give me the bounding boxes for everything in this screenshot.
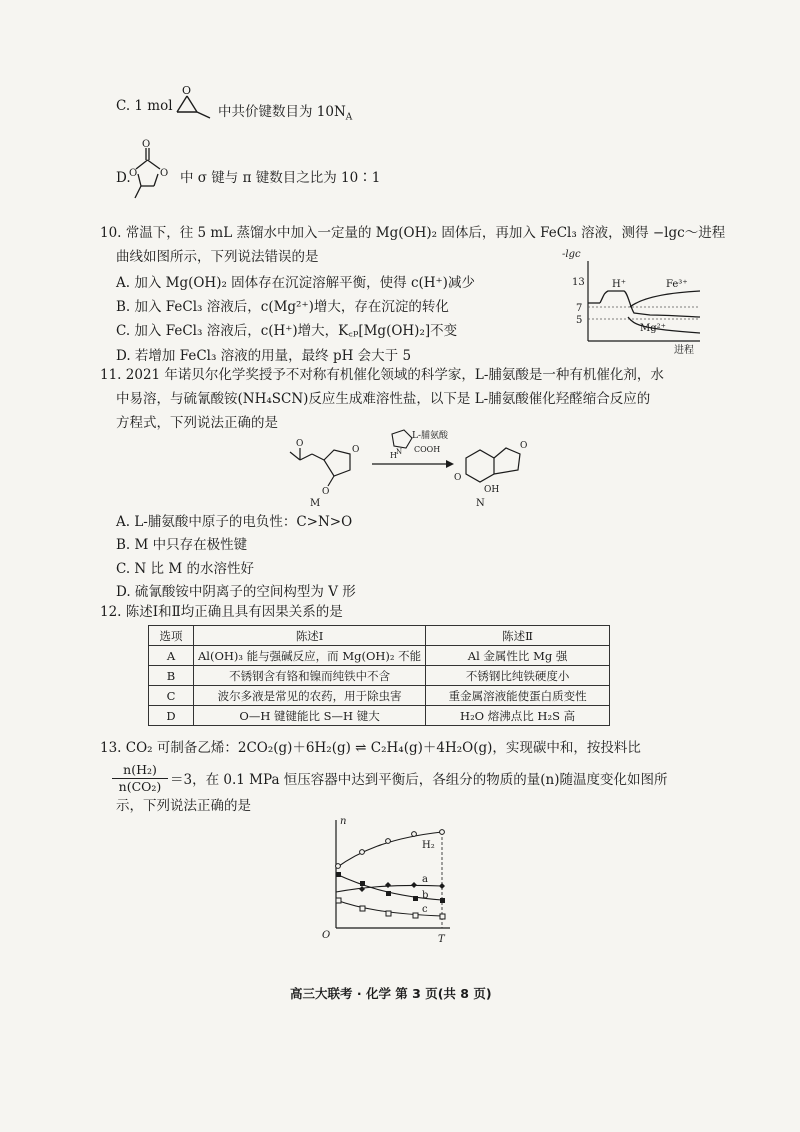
table-row — [149, 666, 610, 686]
q13-frac-den: n(CO₂) — [118, 779, 162, 794]
table-header-row — [149, 626, 610, 646]
table-row — [149, 706, 610, 726]
svg-text:O: O — [296, 439, 304, 449]
q12-stem: 12. 陈述Ⅰ和Ⅱ均正确且具有因果关系的是 — [100, 604, 343, 620]
q13-stem-3: 示，下列说法正确的是 — [116, 798, 251, 814]
table-header-cell: 陈述Ⅰ — [194, 626, 426, 646]
table-cell: 重金属溶液能使蛋白质变性 — [426, 686, 610, 706]
q11-label-n: N — [476, 498, 485, 509]
svg-text:O: O — [352, 445, 360, 455]
q13-frac-num: n(H₂) — [112, 762, 168, 779]
q10-tick-5: 5 — [576, 315, 583, 326]
q9-option-d-text: 中 σ 键与 π 键数目之比为 10∶1 — [180, 170, 381, 186]
q10-x-label: 进程 — [674, 345, 694, 356]
q9-option-c-prefix: C. 1 mol — [116, 98, 173, 114]
table-cell: C — [149, 686, 194, 706]
q11-cooh: COOH — [414, 445, 441, 454]
q12-table — [148, 625, 610, 726]
q9-option-c-text — [218, 102, 352, 128]
table-cell: H₂O 熔沸点比 H₂S 高 — [426, 706, 610, 726]
q11-stem-2: 中易溶，与硫氰酸铵(NH₄SCN)反应生成难溶性盐，以下是 L-脯氨酸催化羟醛缩合反应的 — [116, 391, 651, 407]
svg-text:OH: OH — [484, 485, 500, 495]
q10-stem-2: 曲线如图所示，下列说法错误的是 — [116, 249, 319, 265]
svg-text:O: O — [160, 168, 169, 179]
table-cell: 不锈钢含有铬和镍而纯铁中不含 — [194, 666, 426, 686]
q10-option-b: B. 加入 FeCl₃ 溶液后，c(Mg²⁺)增大，存在沉淀的转化 — [116, 299, 449, 315]
table-cell: 波尔多液是常见的农药，用于除虫害 — [194, 686, 426, 706]
q10-graph — [562, 245, 708, 357]
q11-catalyst-name: L-脯氨酸 — [412, 431, 449, 441]
q13-label-a: a — [422, 874, 428, 885]
table-cell: D — [149, 706, 194, 726]
q10-stem-1: 10. 常温下，往 5 mL 蒸馏水中加入一定量的 Mg(OH)₂ 固体后，再加入 FeCl₃ 溶液，测得 −lgc～进程 — [100, 225, 726, 241]
cyclic-carbonate-structure — [128, 138, 180, 200]
svg-text:O: O — [520, 441, 528, 451]
table-row — [149, 686, 610, 706]
table-cell: 不锈钢比纯铁硬度小 — [426, 666, 610, 686]
q10-label-mg: Mg²⁺ — [640, 323, 666, 334]
q10-label-h: H⁺ — [612, 279, 626, 290]
q13-x-label: T — [438, 934, 445, 945]
svg-text:O: O — [454, 473, 462, 483]
svg-text:O: O — [322, 487, 330, 497]
svg-text:H: H — [390, 451, 397, 460]
table-header-cell: 陈述Ⅱ — [426, 626, 610, 646]
q13-stem-2: ＝3，在 0.1 MPa 恒压容器中达到平衡后，各组分的物质的量(n)随温度变化如图所 — [170, 772, 668, 788]
q11-label-m: M — [310, 498, 321, 509]
q13-origin: O — [322, 930, 331, 941]
table-header-cell: 选项 — [149, 626, 194, 646]
q10-label-fe: Fe³⁺ — [666, 279, 688, 290]
q13-label-c: c — [422, 904, 428, 915]
table-cell: Al(OH)₃ 能与强碱反应，而 Mg(OH)₂ 不能 — [194, 646, 426, 666]
q11-option-b: B. M 中只存在极性键 — [116, 537, 248, 553]
q9-option-c-after: 中共价键数目为 10N — [218, 104, 346, 120]
table-cell: O—H 键键能比 S—H 键大 — [194, 706, 426, 726]
table-cell: B — [149, 666, 194, 686]
q11-option-d: D. 硫氰酸铵中阴离子的空间构型为 V 形 — [116, 584, 356, 600]
q11-reaction-scheme — [280, 428, 540, 508]
svg-text:O: O — [142, 139, 151, 150]
q10-option-d: D. 若增加 FeCl₃ 溶液的用量，最终 pH 会大于 5 — [116, 348, 412, 364]
q10-option-a: A. 加入 Mg(OH)₂ 固体存在沉淀溶解平衡，使得 c(H⁺)减少 — [116, 275, 475, 291]
page-footer: 高三大联考 · 化学 第 3 页(共 8 页) — [290, 986, 492, 1001]
q13-stem-1: 13. CO₂ 可制备乙烯：2CO₂(g)＋6H₂(g) ⇌ C₂H₄(g)＋4H₂O(g)，实现碳中和，按投料比 — [100, 740, 641, 756]
q13-y-label: n — [340, 816, 347, 827]
svg-text:N: N — [396, 448, 403, 456]
q13-graph — [318, 812, 468, 948]
epoxide-structure — [174, 84, 214, 120]
q13-ratio-fraction — [112, 762, 168, 795]
q13-label-b: b — [422, 890, 429, 901]
q10-tick-7: 7 — [576, 303, 583, 314]
table-row — [149, 646, 610, 666]
q9-option-c-sub: A — [345, 112, 353, 123]
q11-option-c: C. N 比 M 的水溶性好 — [116, 561, 254, 577]
q11-option-a: A. L-脯氨酸中原子的电负性：C>N>O — [116, 514, 353, 530]
q11-stem-1: 11. 2021 年诺贝尔化学奖授予不对称有机催化领域的科学家，L-脯氨酸是一种有机催化剂，水 — [100, 367, 664, 383]
q10-tick-13: 13 — [572, 277, 585, 288]
q13-label-h2: H₂ — [422, 840, 435, 851]
epoxide-o: O — [182, 84, 192, 97]
svg-text:O: O — [129, 168, 138, 179]
q10-option-c: C. 加入 FeCl₃ 溶液后，c(H⁺)增大，K꜀ₚ[Mg(OH)₂]不变 — [116, 323, 458, 339]
table-cell: A — [149, 646, 194, 666]
q11-stem-3: 方程式，下列说法正确的是 — [116, 415, 278, 431]
table-cell: Al 金属性比 Mg 强 — [426, 646, 610, 666]
q9-option-d-prefix: D. — [116, 170, 131, 186]
q10-y-label: -lgc — [562, 249, 581, 260]
